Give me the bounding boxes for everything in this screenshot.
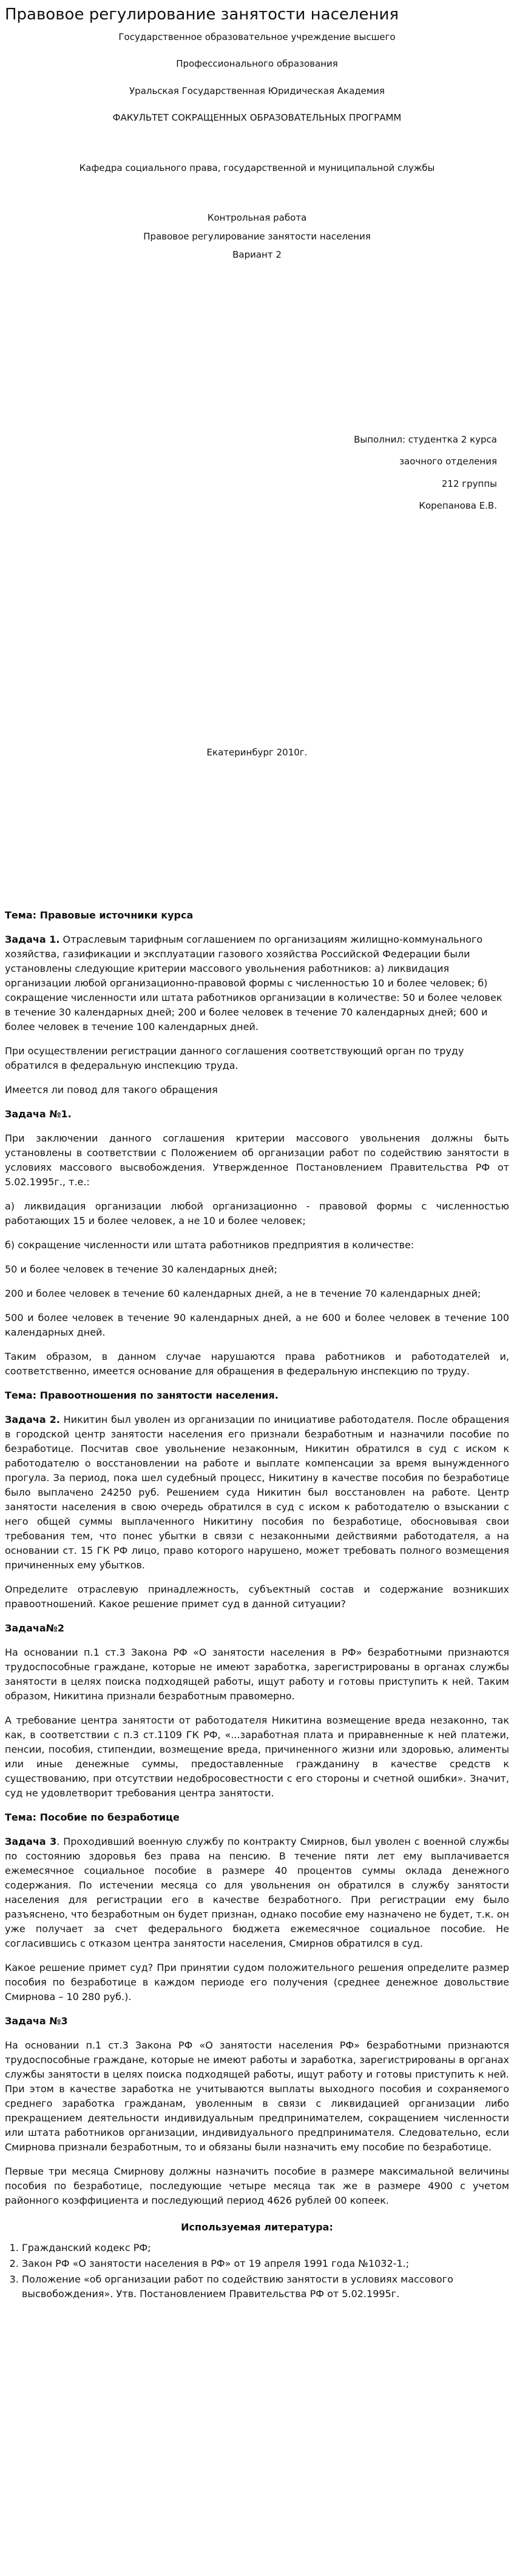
author-course: Выполнил: студентка 2 курса bbox=[354, 433, 497, 445]
task-1-paragraph bbox=[5, 932, 509, 1034]
answer-1-heading: Задача №1. bbox=[5, 1108, 72, 1120]
cover-page bbox=[5, 30, 509, 262]
answer-3-paragraph: На основании п.1 ст.3 Закона РФ «О занятости населения РФ» безработными признаются трудоспособные граждане, которые не имеют работы и заработка, зарегистрированы в органах службы занятости в целях поиска подходящей работы, ищут работу и готовы приступить к ней. При этом в качестве заработка не учитываются выплаты выходного пособия и сохраняемого среднего заработка гражданам, уволенным в связи с ликвидацией организации либо прекращением деятельности индивидуальным предпринимателем, сокращением численности или штата работников организации, индивидуального предпринимателя. Следовательно, если Смирнова признали безработным, то и обязаны были назначить ему пособие по безработице. bbox=[5, 2039, 509, 2153]
answer-2-paragraph: На основании п.1 ст.3 Закона РФ «О занятости населения в РФ» безработными признаются трудоспособные граждане, которые не имеют заработка, зарегистрированы в органах службы занятости в целях поиска подходящей работы, ищут работу и готовы приступить к ней. Таким образом, Никитина признали безработным правомерно. bbox=[5, 1647, 509, 1702]
task-3-paragraph bbox=[5, 1835, 509, 1951]
city-year: Екатеринбург 2010г. bbox=[206, 746, 308, 758]
literature-item: 2. Закон РФ «О занятости населения в РФ» от 19 апреля 1991 года №1032-1.; bbox=[22, 2257, 509, 2271]
task-2-paragraph bbox=[5, 1413, 509, 1573]
literature-item: 3. Положение «об организации работ по содействию занятости в условиях массового высвобождения». Утв. Постановлением Правительства РФ от 5.02.1995г. bbox=[22, 2272, 509, 2301]
literature-list bbox=[5, 2241, 509, 2301]
literature-heading: Используемая литература: bbox=[181, 2221, 333, 2233]
answer-2-heading: Задача№2 bbox=[5, 1622, 65, 1634]
author-name: Корепанова Е.В. bbox=[419, 500, 497, 512]
task-1-question-1: При осуществлении регистрации данного соглашения соответствующий орган по труду обратился в федеральную инспекцию труда. bbox=[5, 1045, 464, 1072]
cover-faculty-line: ФАКУЛЬТЕТ СОКРАЩЕННЫХ ОБРАЗОВАТЕЛЬНЫХ ПРОГРАММ bbox=[112, 112, 402, 124]
answer-2-paragraph: А требование центра занятости от работодателя Никитина возмещение вреда незаконно, так как, в соответствии с п.3 ст.1109 ГК РФ, «...заработная плата и приравненные к ней платежи, пенсии, пособия, стипендии, возмещение вреда, причиненного жизни или здоровью, алименты или иные денежные суммы, предоставленные гражданину в качестве средств к существованию, при отсутствии недобросовестности с его стороны и счетной ошибки». Значит, суд не удовлетворит требования центра занятости. bbox=[5, 1715, 509, 1799]
task-2-label: Задача 2. bbox=[5, 1414, 61, 1426]
answer-1-paragraph: а) ликвидация организации любой организационно - правовой формы с численностью работающих 15 и более человек, а не 10 и более человек; bbox=[5, 1200, 509, 1227]
cover-institution-line: Государственное образовательное учреждение высшего bbox=[118, 31, 396, 42]
cover-work-title: Правовое регулирование занятости населения bbox=[143, 230, 371, 242]
task-2-text: Никитин был уволен из организации по инициативе работодателя. После обращения в городской центр занятости населения его признали безработным и назначили пособие по безработице. Посчитав свое увольнение незаконным, Никитин обратился в суд с иском к работодателю о восстановлении на работе и выплате компенсации за время вынужденного прогула. За период, пока шел судебный процесс, Никитину в качестве пособия по безработице было выплачено 24250 руб. Решением суда Никитин был восстановлен на работе. Центр занятости населения в свою очередь обратился в суд с иском к работодателю о взыскании с него общей суммы выплаченного Никитину пособия по безработице, обосновывая свои требования тем, что понес убытки в связи с незаконными действиями работодателя, а на основании ст. 15 ГК РФ лицо, право которого нарушено, может требовать полного возмещения причиненных ему убытков. bbox=[5, 1414, 510, 1571]
page-title: Правовое регулирование занятости населения bbox=[5, 5, 399, 24]
task-3-question: Какое решение примет суд? При принятии судом положительного решения определите размер пособия по безработице в каждом периоде его получения (среднее денежное довольствие Смирнова – 10 280 руб.). bbox=[5, 1962, 509, 2003]
answer-1-paragraph: При заключении данного соглашения критерии массового увольнения должны быть установлены в соответствии с Положением об организации работ по содействию занятости в условиях массового высвобождения. Утвержденное Постановлением Правительства РФ от 5.02.1995г., т.е.: bbox=[5, 1132, 509, 1188]
cover-education-line: Профессионального образования bbox=[176, 58, 338, 70]
task-1-label: Задача 1. bbox=[5, 934, 60, 946]
answer-3-paragraph: Первые три месяца Смирнову должны назначить пособие в размере максимальной величины пособия по безработице, последующие четыре месяца так же в размере 4900 с учетом районного коэффициента и последующий период 4626 рублей 00 копеек. bbox=[5, 2166, 509, 2207]
task-1-text: Отраслевым тарифным соглашением по организациям жилищно-коммунального хозяйства, газификации и эксплуатации газового хозяйства Российской Федерации были установлены следующие критерии массового увольнения работников: а) ликвидация организации любой организационно-правовой формы с численностью 10 и более человек; б) сокращение численности или штата работников организации в количестве: 50 и более человек в течение 30 календарных дней; 200 и более человек в течение 70 календарных дней; 600 и более человек в течение 100 календарных дней. bbox=[5, 934, 502, 1033]
author-signature-block bbox=[5, 433, 509, 513]
cover-academy-line: Уральская Государственная Юридическая Академия bbox=[129, 85, 385, 96]
topic-heading-3: Тема: Пособие по безработице bbox=[5, 1812, 180, 1824]
author-department: заочного отделения bbox=[399, 456, 497, 467]
task-3-text: . Проходивший военную службу по контракту Смирнов, был уволен с военной службы по состоянию здоровья без права на пенсию. В течение пяти лет ему выплачивается ежемесячное социальное пособие в размере 40 процентов суммы оклада денежного содержания. По истечении месяца со для увольнения он обратился в службу занятости населения для регистрации его в качестве безработного. При регистрации ему было разъяснено, что безработным он будет признан, однако пособие ему назначено не будет, т.к. он уже получает за счет федерального бюджета ежемесячное социальное пособие. Не согласившись с отказом центра занятости населения, Смирнов обратился в суд. bbox=[5, 1836, 509, 1950]
cover-department: Кафедра социального права, государственной и муниципальной службы bbox=[79, 162, 435, 173]
answer-1-paragraph: 200 и более человек в течение 60 календарных дней, а не в течение 70 календарных дней; bbox=[5, 1288, 481, 1300]
answer-1-paragraph: 500 и более человек в течение 90 календарных дней, а не 600 и более человек в течение 100 календарных дней. bbox=[5, 1312, 509, 1339]
literature-item: 1. Гражданский кодекс РФ; bbox=[22, 2241, 509, 2255]
cover-work-type: Контрольная работа bbox=[207, 212, 307, 224]
answer-1-paragraph: 50 и более человек в течение 30 календарных дней; bbox=[5, 1263, 277, 1276]
task-3-label: Задача 3 bbox=[5, 1836, 57, 1848]
answer-1-paragraph: б) сокращение численности или штата работников предприятия в количестве: bbox=[5, 1239, 414, 1251]
answer-1-paragraph: Таким образом, в данном случае нарушаются права работников и работодателей и, соответственно, имеется основание для обращения в федеральную инспекцию по труду. bbox=[5, 1351, 509, 1377]
answer-3-heading: Задача №3 bbox=[5, 2015, 68, 2027]
author-group: 212 группы bbox=[441, 478, 497, 489]
task-2-question: Определите отраслевую принадлежность, субъектный состав и содержание возникших правоотношений. Какое решение примет суд в данной ситуации? bbox=[5, 1584, 509, 1610]
topic-heading-1: Тема: Правовые источники курса bbox=[5, 909, 194, 922]
cover-variant: Вариант 2 bbox=[232, 249, 282, 261]
topic-heading-2: Тема: Правоотношения по занятости населения. bbox=[5, 1390, 279, 1402]
task-1-question-2: Имеется ли повод для такого обращения bbox=[5, 1084, 218, 1096]
